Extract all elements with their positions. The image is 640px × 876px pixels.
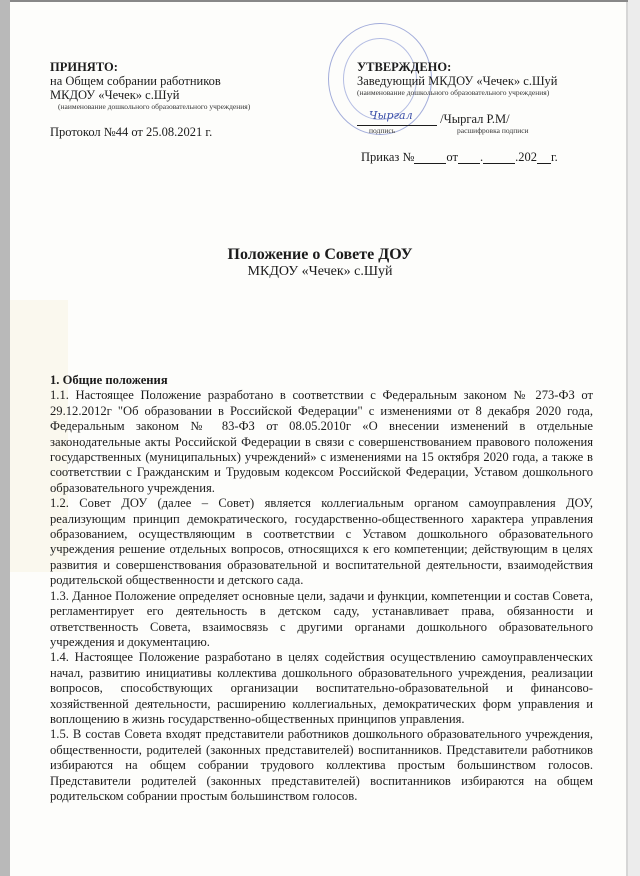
caption-signature: подпись <box>369 126 396 135</box>
order-year-suffix: г. <box>550 150 558 164</box>
order-month-blank <box>483 152 515 164</box>
signature-line <box>357 109 437 126</box>
title-main: Положение о Совете ДОУ <box>227 246 413 263</box>
section-general-provisions <box>50 373 593 804</box>
affirmed-block <box>357 60 627 164</box>
caption-decoding: расшифровка подписи <box>457 126 529 135</box>
order-year: .202 <box>515 150 537 164</box>
order-prefix: Приказ № <box>361 150 415 164</box>
approved-block <box>50 60 330 139</box>
document-title <box>0 246 640 280</box>
signature-scribble: Чыргал <box>369 109 413 122</box>
paragraph-1-2: 1.2. Совет ДОУ (далее – Совет) является коллегиальным органом самоуправления ДОУ, реализующим принцип демократического, государственно-общественного характера управления образованием, осуществляющим в соответствии с Уставом дошкольного образовательного учреждения решение отдельных вопросов, относящихся к его компетенции; действующим в целях развития и совершенствования образовательной и воспитательной деятельности, взаимодействия родительской общественности и детского сада. <box>50 496 593 588</box>
scan-right-edge <box>628 0 640 876</box>
title-sub: МКДОУ «Чечек» с.Шуй <box>247 264 393 279</box>
order-year-blank <box>537 152 551 164</box>
order-number-blank <box>414 152 446 164</box>
affirmed-line1: Заведующий МКДОУ «Чечек» с.Шуй <box>357 74 558 88</box>
paragraph-1-4: 1.4. Настоящее Положение разработано в целях содействия осуществлению самоуправленческих начал, развитию инициативы коллектива дошкольного образовательного учреждения, реализации вопросов, способствующих организации воспитательно-образовательной и финансово-хозяйственной деятельности, расширению коллегиальных, демократических форм управления и воплощению в жизнь государственно-общественных принципов управления. <box>50 650 593 726</box>
paragraph-1-1: 1.1. Настоящее Положение разработано в соответствии с Федеральным законом № 273-ФЗ от 29.12.2012г "Об образовании в Российской Федерации" с изменениями от 8 декабря 2020 года, Федеральным законом № 83-ФЗ от 08.05.2010г «О внесении изменений в отдельные законодательные акты Российской Федерации в связи с совершенствованием правового положения государственных (муниципальных) учреждений» с изменениями на 15 октября 2020 года, а также в соответствии с Гражданским и Трудовым кодексом Российской Федерации, Уставом дошкольного образовательного учреждения. <box>50 388 593 495</box>
signer-name: /Чыргал Р.М/ <box>440 112 510 126</box>
order-dot: . <box>479 150 484 164</box>
approved-line1: на Общем собрании работников <box>50 74 221 88</box>
signature-captions <box>357 126 627 136</box>
order-day-blank <box>458 152 480 164</box>
approved-caption: (наименование дошкольного образовательного учреждения) <box>58 102 251 111</box>
affirmed-heading: УТВЕРЖДЕНО: <box>357 60 452 74</box>
protocol-line: Протокол №44 от 25.08.2021 г. <box>50 125 213 139</box>
paragraph-1-3: 1.3. Данное Положение определяет основные цели, задачи и функции, компетенции и состав Совета, регламентирует его деятельность в детском саду, устанавливает права, обязанности и ответственность Совета, взаимосвязь с другими органами дошкольного образовательного учреждения и документацию. <box>50 588 593 649</box>
affirmed-caption: (наименование дошкольного образовательного учреждения) <box>357 88 550 97</box>
paragraph-1-5: 1.5. В состав Совета входят представители работников дошкольного образовательного учреждения, общественности, родителей (законных представителей) воспитанников. Представители работников избираются на общем собрании трудового коллектива простым большинством голосов. Представители родителей (законных представителей) воспитанников избираются на общем родительском собрании простым большинством голосов. <box>50 727 593 803</box>
approved-heading: ПРИНЯТО: <box>50 60 118 74</box>
approved-line2: МКДОУ «Чечек» с.Шуй <box>50 88 180 102</box>
scan-left-edge <box>0 0 10 876</box>
signature-row <box>357 109 627 126</box>
order-line <box>357 150 627 164</box>
section-heading: 1. Общие положения <box>50 373 168 387</box>
order-from: от <box>446 150 458 164</box>
